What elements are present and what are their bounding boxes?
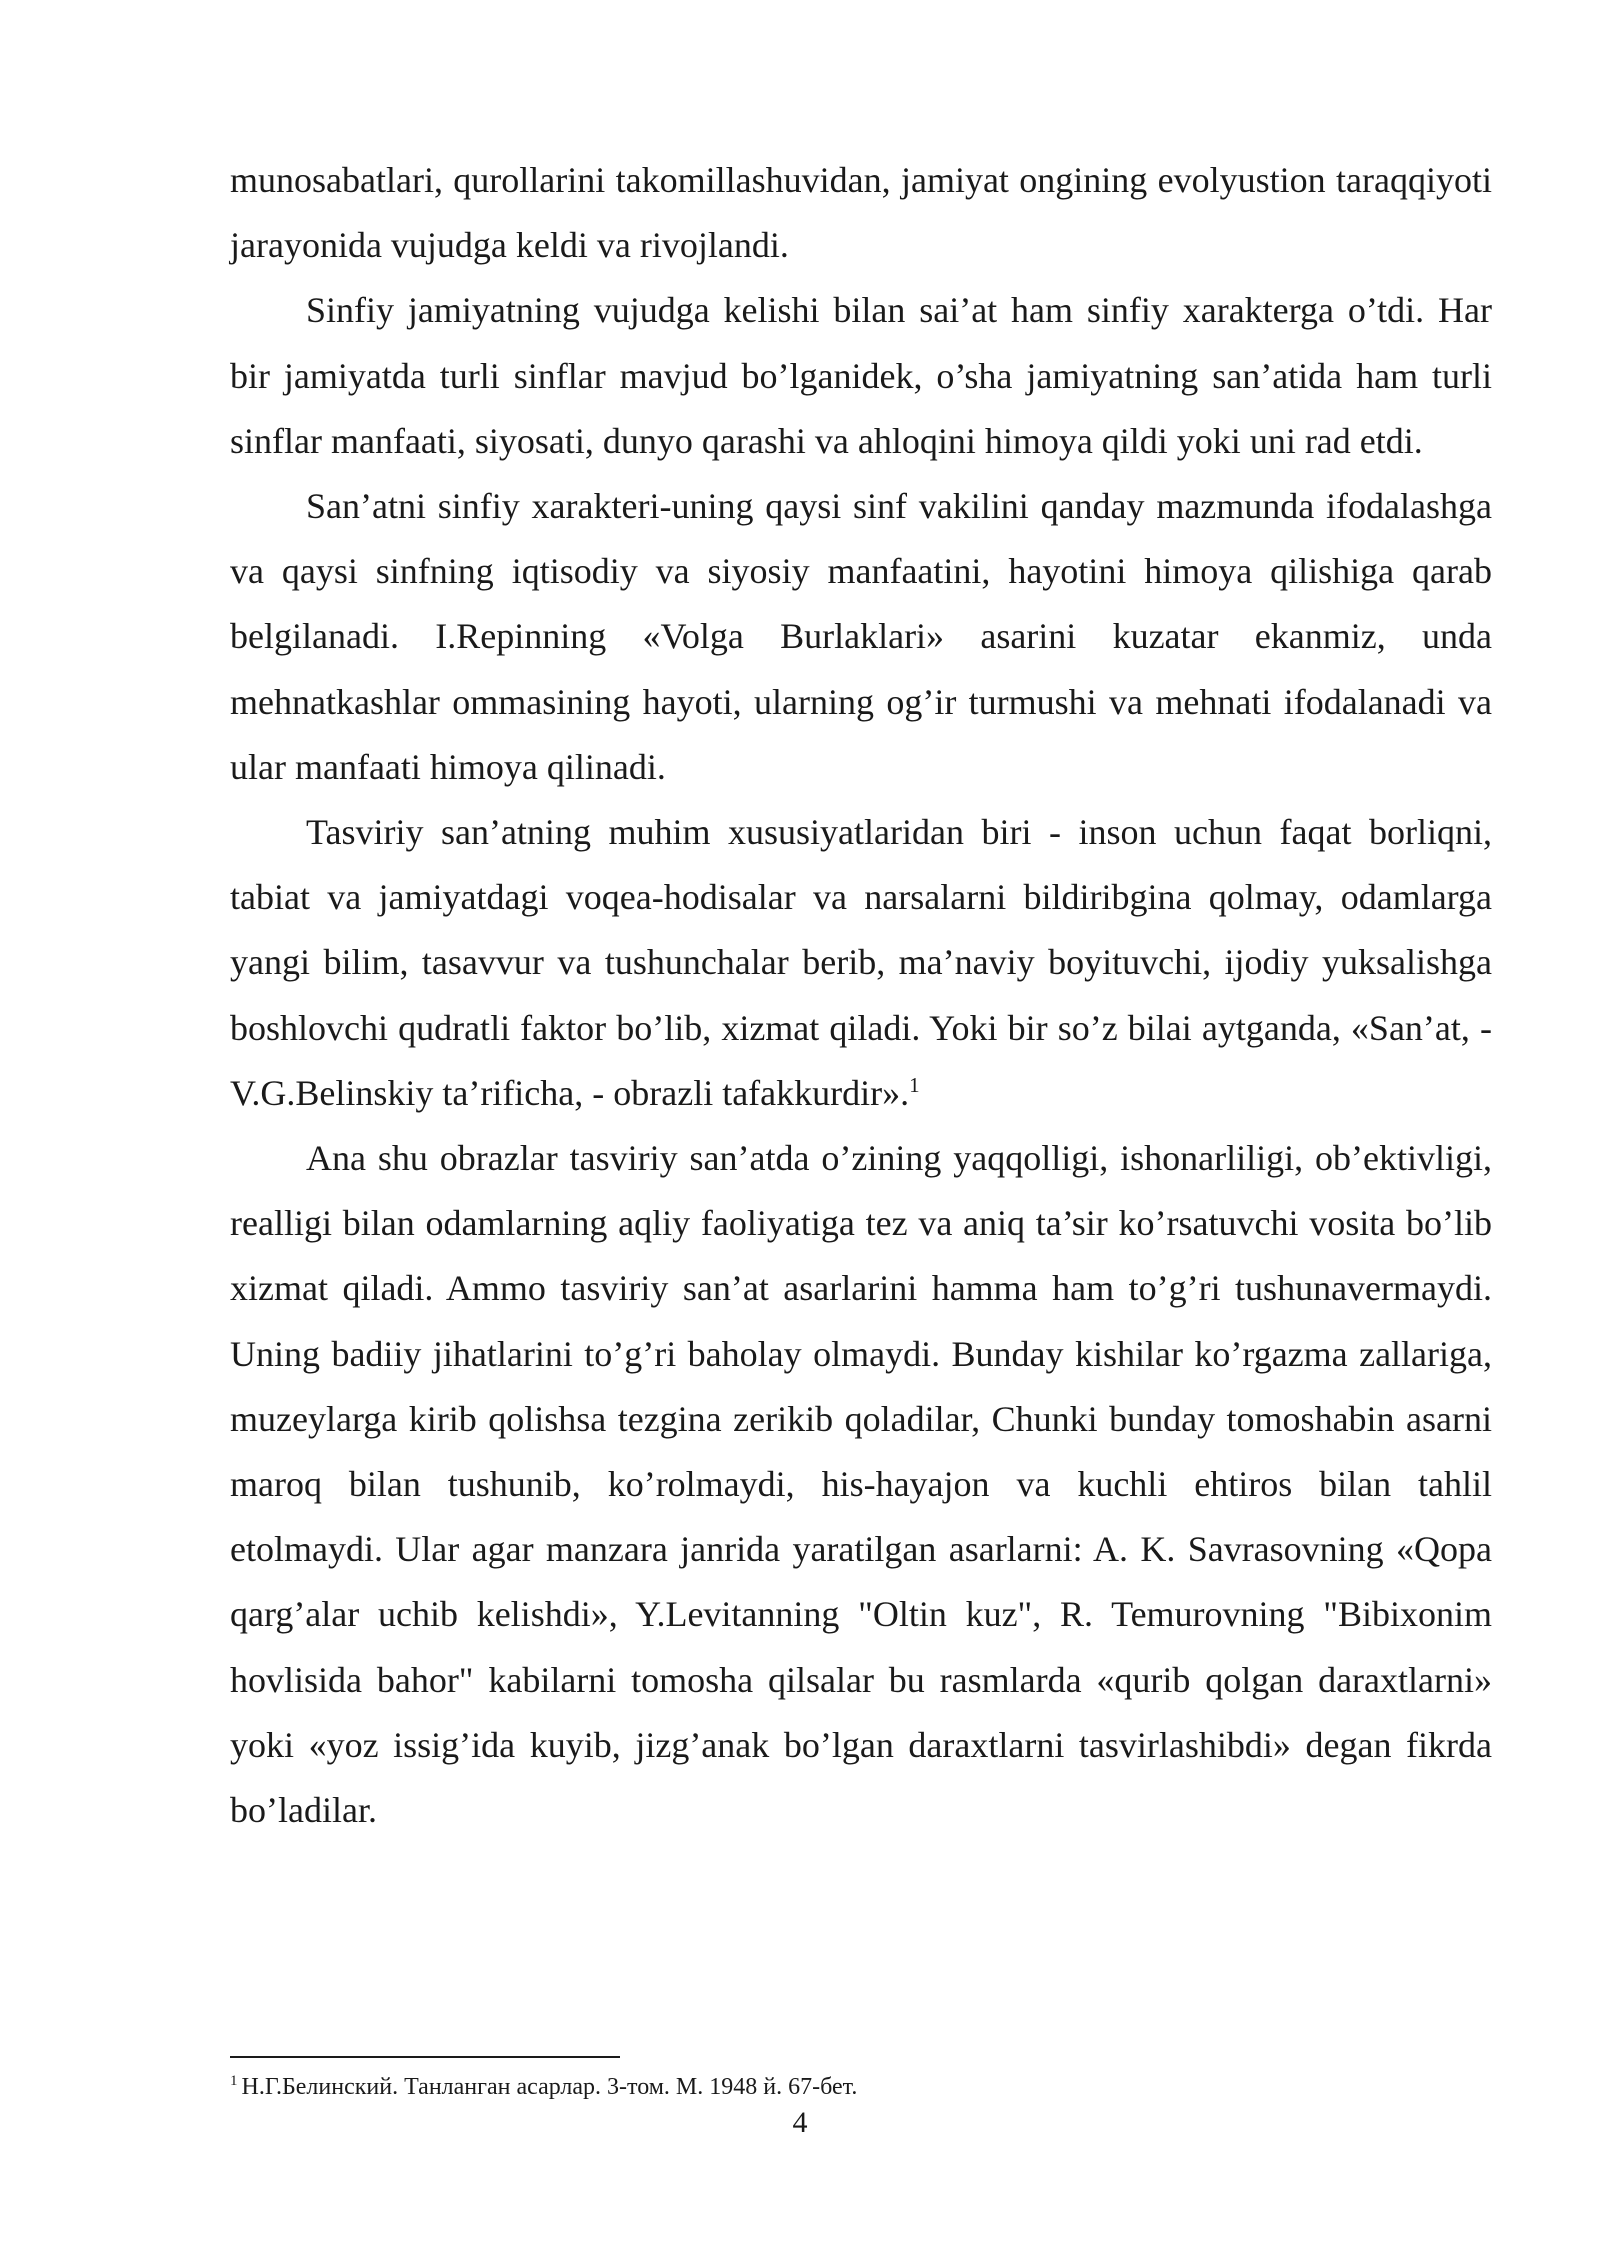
footnote-number: 1	[230, 2073, 238, 2089]
page-number: 4	[792, 2106, 808, 2139]
body-text	[230, 148, 1492, 1843]
paragraph-1: munosabatlari, qurollarini takomillashuvidan, jamiyat ongining evolyustion taraqqiyoti jarayonida vujudga keldi va rivojlandi.	[230, 160, 1492, 266]
paragraph-2: Sinfiy jamiyatning vujudga kelishi bilan sai’at ham sinfiy xarakterga o’tdi. Har bir jamiyatda turli sinflar mavjud bo’lganidek, o’sha jamiyatning san’atida ham turli sinflar manfaati, siyosati, dunyo qarashi va ahloqini himoya qildi yoki uni rad etdi.	[230, 290, 1492, 461]
footnote	[230, 2071, 1492, 2103]
paragraph-4-text: Tasviriy san’atning muhim xususiyatlaridan biri - inson uchun faqat borliqni, tabiat va jamiyatdagi voqea-hodisalar va narsalarni bildiribgina qolmay, odamlarga yangi bilim, tasavvur va tushunchalar berib, ma’naviy boyituvchi, ijodiy yuksalishga boshlovchi qudratli faktor bo’lib, xizmat qiladi. Yoki bir so’z bilai aytganda, «San’at, - V.G.Belinskiy ta’rificha, - obrazli tafakkurdir».	[230, 812, 1492, 1113]
footnote-reference[interactable]: 1	[909, 1072, 920, 1097]
paragraph-5: Ana shu obrazlar tasviriy san’atda o’zining yaqqolligi, ishonarliligi, ob’ektivligi, realligi bilan odamlarning aqliy faoliyatiga tez va aniq ta’sir ko’rsatuvchi vosita bo’lib xizmat qiladi. Ammo tasviriy san’at asarlarini hamma ham to’g’ri tushunavermaydi. Uning badiiy jihatlarini to’g’ri baholay olmaydi. Bunday kishilar ko’rgazma zallariga, muzeylarga kirib qolishsa tezgina zerikib qoladilar, Chunki bunday tomoshabin asarni maroq bilan tushunib, ko’rolmaydi, his-hayajon va kuchli ehtiros bilan tahlil etolmaydi. Ular agar manzara janrida yaratilgan asarlarni: A. K. Savrasovning «Qopa qarg’alar uchib kelishdi», Y.Levitanning "Oltin kuz", R. Temurovning "Bibixonim hovlisida bahor" kabilarni tomosha qilsalar bu rasmlarda «qurib qolgan daraxtlarni» yoki «yoz issig’ida kuyib, jizg’anak bo’lgan daraxtlarni tasvirlashibdi» degan fikrda bo’ladilar.	[230, 1138, 1492, 1831]
footnote-separator	[230, 2056, 620, 2058]
paragraph-4	[230, 800, 1492, 1126]
footnote-text: Н.Г.Белинский. Танланган асарлар. 3-том. М. 1948 й. 67-бет.	[241, 2074, 858, 2100]
paragraph-3: San’atni sinfiy xarakteri-uning qaysi sinf vakilini qanday mazmunda ifodalashga va qaysi sinfning iqtisodiy va siyosiy manfaatini, hayotini himoya qilishiga qarab belgilanadi. I.Repinning «Volga Burlaklari» asarini kuzatar ekanmiz, unda mehnatkashlar ommasining hayoti, ularning og’ir turmushi va mehnati ifodalanadi va ular manfaati himoya qilinadi.	[230, 486, 1492, 787]
